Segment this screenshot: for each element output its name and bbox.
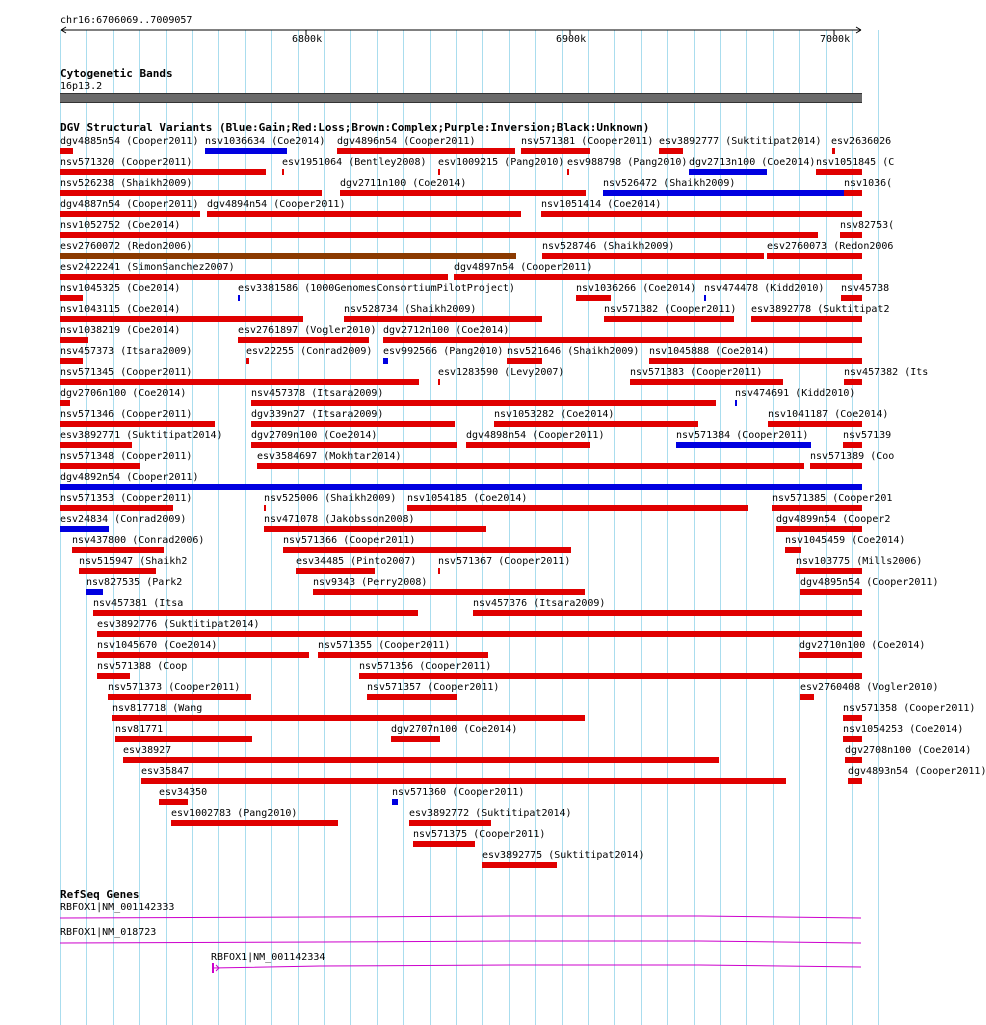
sv-feature-bar[interactable] (843, 442, 862, 448)
sv-feature-bar[interactable] (840, 232, 862, 238)
sv-feature-label: nsv1054253 (Coe2014) (843, 724, 964, 735)
sv-feature-label: esv2760073 (Redon2006 (767, 241, 894, 252)
sv-feature-bar[interactable] (60, 337, 88, 343)
sv-feature-bar[interactable] (689, 169, 767, 175)
sv-feature-bar[interactable] (507, 358, 542, 364)
sv-feature-label: dgv2708n100 (Coe2014) (845, 745, 972, 756)
sv-feature-label: nsv571355 (Cooper2011) (318, 640, 451, 651)
sv-feature-label: nsv528746 (Shaikh2009) (542, 241, 675, 252)
sv-feature-bar[interactable] (767, 253, 862, 259)
sv-feature-bar[interactable] (60, 526, 109, 532)
sv-feature-bar[interactable] (659, 148, 683, 154)
sv-feature-label: dgv2706n100 (Coe2014) (60, 388, 187, 399)
sv-feature-bar[interactable] (207, 211, 521, 217)
sv-feature-bar[interactable] (843, 736, 862, 742)
sv-feature-label: nsv571382 (Cooper2011) (604, 304, 737, 315)
sv-feature-bar[interactable] (383, 358, 388, 364)
sv-feature-bar[interactable] (60, 316, 303, 322)
ruler-locus: chr16:6706069..7009057 (60, 15, 193, 26)
sv-feature-bar[interactable] (800, 589, 862, 595)
sv-feature-bar[interactable] (257, 463, 804, 469)
sv-feature-bar[interactable] (845, 757, 862, 763)
sv-feature-label: nsv1036634 (Coe2014) (205, 136, 326, 147)
sv-feature-label: nsv571353 (Cooper2011) (60, 493, 193, 504)
sv-feature-bar[interactable] (735, 400, 737, 406)
sv-feature-label: nsv571373 (Cooper2011) (108, 682, 241, 693)
sv-feature-bar[interactable] (60, 148, 73, 154)
sv-feature-bar[interactable] (238, 337, 369, 343)
ruler-tick-7000k: 7000k (820, 34, 851, 45)
sv-feature-label: esv34485 (Pinto2007) (296, 556, 417, 567)
sv-feature-bar[interactable] (604, 316, 734, 322)
sv-feature-label: nsv571388 (Coop (97, 661, 188, 672)
sv-feature-bar[interactable] (60, 253, 516, 259)
sv-feature-bar[interactable] (337, 148, 515, 154)
sv-feature-bar[interactable] (541, 211, 862, 217)
sv-feature-label: nsv571348 (Cooper2011) (60, 451, 193, 462)
sv-feature-bar[interactable] (205, 148, 287, 154)
sv-feature-label: nsv571366 (Cooper2011) (283, 535, 416, 546)
sv-feature-bar[interactable] (482, 862, 557, 868)
sv-feature-label: esv2760408 (Vogler2010) (800, 682, 939, 693)
sv-feature-bar[interactable] (438, 169, 440, 175)
sv-feature-bar[interactable] (264, 526, 486, 532)
sv-feature-bar[interactable] (238, 295, 240, 301)
sv-feature-bar[interactable] (800, 694, 814, 700)
sv-feature-bar[interactable] (282, 169, 284, 175)
sv-feature-bar[interactable] (799, 652, 862, 658)
sv-feature-bar[interactable] (318, 652, 488, 658)
sv-feature-label: nsv1043115 (Coe2014) (60, 304, 181, 315)
sv-feature-label: nsv571357 (Cooper2011) (367, 682, 500, 693)
sv-feature-label: esv2761897 (Vogler2010) (238, 325, 377, 336)
sv-feature-label: nsv571383 (Cooper2011) (630, 367, 763, 378)
sv-feature-bar[interactable] (141, 778, 786, 784)
sv-feature-bar[interactable] (785, 547, 801, 553)
dgv-track-title[interactable]: DGV Structural Variants (Blue:Gain;Red:Loss;Brown:Complex;Purple:Inversion;Black:Unknown) (60, 121, 650, 134)
sv-feature-label: nsv103775 (Mills2006) (796, 556, 923, 567)
sv-feature-label: esv34350 (159, 787, 208, 798)
sv-feature-bar[interactable] (438, 379, 440, 385)
sv-feature-label: nsv474478 (Kidd2010) (704, 283, 825, 294)
sv-feature-bar[interactable] (844, 190, 862, 196)
sv-feature-label: dgv4885n54 (Cooper2011) (60, 136, 199, 147)
sv-feature-bar[interactable] (816, 169, 862, 175)
sv-feature-bar[interactable] (542, 253, 764, 259)
sv-feature-label: nsv82753( (840, 220, 895, 231)
sv-feature-label: esv24834 (Conrad2009) (60, 514, 187, 525)
sv-feature-label: dgv4893n54 (Cooper2011) (848, 766, 986, 777)
sv-feature-bar[interactable] (344, 316, 542, 322)
sv-feature-label: nsv571384 (Cooper2011) (676, 430, 809, 441)
sv-feature-label: nsv525006 (Shaikh2009) (264, 493, 397, 504)
sv-feature-label: nsv521646 (Shaikh2009) (507, 346, 640, 357)
sv-feature-bar[interactable] (123, 757, 719, 763)
ruler-axis[interactable] (0, 26, 890, 42)
sv-feature-label: nsv827535 (Park2 (86, 577, 183, 588)
sv-feature-label: nsv571346 (Cooper2011) (60, 409, 193, 420)
sv-feature-bar[interactable] (60, 379, 419, 385)
sv-feature-label: nsv45738 (841, 283, 890, 294)
sv-feature-bar[interactable] (60, 295, 83, 301)
sv-feature-label: nsv1053282 (Coe2014) (494, 409, 615, 420)
sv-feature-bar[interactable] (409, 820, 491, 826)
sv-feature-bar[interactable] (359, 673, 862, 679)
sv-feature-label: esv35847 (141, 766, 190, 777)
sv-feature-label: dgv4898n54 (Cooper2011) (466, 430, 605, 441)
sv-feature-label: nsv437800 (Conrad2006) (72, 535, 205, 546)
sv-feature-bar[interactable] (251, 421, 455, 427)
sv-feature-bar[interactable] (841, 295, 862, 301)
sv-feature-label: esv1283590 (Levy2007) (438, 367, 565, 378)
sv-feature-label: dgv2707n100 (Coe2014) (391, 724, 518, 735)
gene-label: RBFOX1|NM_001142333 (60, 902, 175, 913)
sv-feature-label: nsv471078 (Jakobsson2008) (264, 514, 415, 525)
sv-feature-label: nsv1045670 (Coe2014) (97, 640, 218, 651)
sv-feature-bar[interactable] (264, 505, 266, 511)
sv-feature-label: nsv81771 (115, 724, 164, 735)
sv-feature-bar[interactable] (844, 379, 862, 385)
sv-feature-label: dgv4899n54 (Cooper2 (776, 514, 891, 525)
sv-feature-bar[interactable] (60, 358, 83, 364)
sv-feature-label: esv2760072 (Redon2006) (60, 241, 193, 252)
sv-feature-bar[interactable] (649, 358, 862, 364)
sv-feature-label: nsv457376 (Itsara2009) (473, 598, 606, 609)
sv-feature-label: nsv1036266 (Coe2014) (576, 283, 697, 294)
sv-feature-bar[interactable] (60, 421, 215, 427)
sv-feature-label: dgv4894n54 (Cooper2011) (207, 199, 346, 210)
sv-feature-label: nsv571389 (Coo (810, 451, 895, 462)
sv-feature-label: esv3892776 (Suktitipat2014) (97, 619, 260, 630)
sv-feature-label: esv1002783 (Pang2010) (171, 808, 298, 819)
sv-feature-label: nsv1045888 (Coe2014) (649, 346, 770, 357)
sv-feature-bar[interactable] (60, 232, 818, 238)
sv-feature-bar[interactable] (776, 526, 862, 532)
sv-feature-label: dgv4887n54 (Cooper2011) (60, 199, 199, 210)
sv-feature-label: esv22255 (Conrad2009) (246, 346, 373, 357)
sv-feature-label: nsv9343 (Perry2008) (313, 577, 428, 588)
sv-feature-bar[interactable] (251, 442, 457, 448)
sv-feature-label: nsv571358 (Cooper2011) (843, 703, 976, 714)
gene-model[interactable] (212, 963, 861, 973)
sv-feature-label: nsv1051845 (C (816, 157, 895, 168)
sv-feature-bar[interactable] (97, 673, 130, 679)
sv-feature-bar[interactable] (60, 463, 140, 469)
sv-feature-bar[interactable] (567, 169, 569, 175)
sv-feature-bar[interactable] (810, 463, 862, 469)
gene-model[interactable] (60, 941, 861, 943)
sv-feature-bar[interactable] (171, 820, 338, 826)
sv-feature-label: esv3892775 (Suktitipat2014) (482, 850, 645, 861)
sv-feature-bar[interactable] (60, 169, 266, 175)
sv-feature-bar[interactable] (97, 631, 862, 637)
sv-feature-label: nsv1051414 (Coe2014) (541, 199, 662, 210)
sv-feature-bar[interactable] (751, 316, 862, 322)
sv-feature-bar[interactable] (454, 274, 862, 280)
sv-feature-bar[interactable] (473, 610, 862, 616)
sv-feature-label: nsv571381 (Cooper2011) (521, 136, 654, 147)
sv-feature-label: esv992566 (Pang2010) (383, 346, 504, 357)
sv-feature-label: nsv1036( (844, 178, 893, 189)
sv-feature-label: nsv571360 (Cooper2011) (392, 787, 525, 798)
sv-feature-label: nsv1054185 (Coe2014) (407, 493, 528, 504)
sv-feature-bar[interactable] (832, 148, 835, 154)
sv-feature-label: nsv571320 (Cooper2011) (60, 157, 193, 168)
sv-feature-bar[interactable] (772, 505, 862, 511)
sv-feature-bar[interactable] (296, 568, 375, 574)
sv-feature-bar[interactable] (60, 442, 132, 448)
sv-feature-bar[interactable] (843, 715, 862, 721)
cytoband-bar[interactable] (60, 93, 862, 103)
sv-feature-bar[interactable] (93, 610, 418, 616)
sv-feature-label: nsv1041187 (Coe2014) (768, 409, 889, 420)
sv-feature-label: nsv571375 (Cooper2011) (413, 829, 546, 840)
sv-feature-label: esv1009215 (Pang2010) (438, 157, 565, 168)
sv-feature-label: esv3892772 (Suktitipat2014) (409, 808, 572, 819)
sv-feature-bar[interactable] (392, 799, 398, 805)
sv-feature-label: nsv571367 (Cooper2011) (438, 556, 571, 567)
sv-feature-bar[interactable] (630, 379, 783, 385)
sv-feature-bar[interactable] (246, 358, 249, 364)
sv-feature-bar[interactable] (407, 505, 748, 511)
sv-feature-bar[interactable] (413, 841, 475, 847)
sv-feature-bar[interactable] (108, 694, 251, 700)
sv-feature-bar[interactable] (112, 715, 585, 721)
sv-feature-bar[interactable] (438, 568, 440, 574)
sv-feature-bar[interactable] (340, 190, 586, 196)
sv-feature-label: dgv2713n100 (Coe2014) (689, 157, 816, 168)
sv-feature-bar[interactable] (391, 736, 440, 742)
sv-feature-label: dgv4897n54 (Cooper2011) (454, 262, 593, 273)
sv-feature-label: nsv528734 (Shaikh2009) (344, 304, 477, 315)
sv-feature-label: esv3584697 (Mokhtar2014) (257, 451, 402, 462)
sv-feature-label: dgv2712n100 (Coe2014) (383, 325, 510, 336)
sv-feature-bar[interactable] (603, 190, 844, 196)
sv-feature-label: esv988798 (Pang2010) (567, 157, 688, 168)
sv-feature-label: dgv4896n54 (Cooper2011) (337, 136, 476, 147)
sv-feature-bar[interactable] (768, 421, 862, 427)
sv-feature-label: esv2422241 (SimonSanchez2007) (60, 262, 235, 273)
sv-feature-bar[interactable] (521, 148, 590, 154)
sv-feature-label: nsv515947 (Shaikh2 (79, 556, 188, 567)
sv-feature-label: esv3892771 (Suktitipat2014) (60, 430, 223, 441)
sv-feature-label: dgv4892n54 (Cooper2011) (60, 472, 199, 483)
sv-feature-label: esv3892777 (Suktitipat2014) (659, 136, 822, 147)
cytoband-label: 16p13.2 (60, 81, 103, 92)
sv-feature-bar[interactable] (60, 211, 200, 217)
sv-feature-bar[interactable] (466, 442, 590, 448)
gene-model[interactable] (60, 916, 861, 918)
sv-feature-label: dgv2711n100 (Coe2014) (340, 178, 467, 189)
sv-feature-bar[interactable] (115, 736, 252, 742)
sv-feature-label: nsv1052752 (Coe2014) (60, 220, 181, 231)
sv-feature-label: nsv526472 (Shaikh2009) (603, 178, 736, 189)
sv-feature-label: esv3381586 (1000GenomesConsortiumPilotProject) (238, 283, 515, 294)
sv-feature-bar[interactable] (60, 484, 862, 490)
sv-feature-label: nsv457382 (Its (844, 367, 929, 378)
sv-feature-bar[interactable] (159, 799, 188, 805)
sv-feature-bar[interactable] (60, 505, 173, 511)
sv-feature-label: nsv526238 (Shaikh2009) (60, 178, 193, 189)
sv-feature-bar[interactable] (251, 400, 716, 406)
sv-feature-bar[interactable] (79, 568, 156, 574)
sv-feature-label: nsv571385 (Cooper201 (772, 493, 893, 504)
sv-feature-bar[interactable] (576, 295, 611, 301)
sv-feature-bar[interactable] (86, 589, 103, 595)
sv-feature-bar[interactable] (60, 400, 70, 406)
sv-feature-label: esv1951064 (Bentley2008) (282, 157, 427, 168)
sv-feature-label: nsv457381 (Itsa (93, 598, 184, 609)
sv-feature-label: dgv4895n54 (Cooper2011) (800, 577, 939, 588)
sv-feature-label: nsv817718 (Wang (112, 703, 203, 714)
sv-feature-label: nsv457378 (Itsara2009) (251, 388, 384, 399)
sv-feature-bar[interactable] (676, 442, 811, 448)
sv-feature-label: esv2636026 (831, 136, 892, 147)
sv-feature-bar[interactable] (283, 547, 571, 553)
sv-feature-label: nsv1038219 (Coe2014) (60, 325, 181, 336)
sv-feature-label: dgv339n27 (Itsara2009) (251, 409, 384, 420)
sv-feature-label: esv3892778 (Suktitipat2 (751, 304, 890, 315)
sv-feature-bar[interactable] (313, 589, 585, 595)
sv-feature-label: nsv571356 (Cooper2011) (359, 661, 492, 672)
gene-label: RBFOX1|NM_018723 (60, 927, 157, 938)
ruler-tick-6800k: 6800k (292, 34, 323, 45)
sv-feature-bar[interactable] (72, 547, 164, 553)
sv-feature-bar[interactable] (796, 568, 862, 574)
ruler-tick-6900k: 6900k (556, 34, 587, 45)
sv-feature-label: esv38927 (123, 745, 172, 756)
sv-feature-bar[interactable] (60, 274, 448, 280)
sv-feature-label: nsv57139 (843, 430, 892, 441)
sv-feature-label: nsv1045325 (Coe2014) (60, 283, 181, 294)
sv-feature-bar[interactable] (367, 694, 457, 700)
refseq-track-title[interactable]: RefSeq Genes (60, 888, 140, 901)
sv-feature-bar[interactable] (97, 652, 309, 658)
sv-feature-bar[interactable] (848, 778, 862, 784)
sv-feature-label: dgv2709n100 (Coe2014) (251, 430, 378, 441)
gene-label: RBFOX1|NM_001142334 (211, 952, 326, 963)
sv-feature-label: dgv2710n100 (Coe2014) (799, 640, 926, 651)
sv-feature-label: nsv474691 (Kidd2010) (735, 388, 856, 399)
sv-feature-label: nsv1045459 (Coe2014) (785, 535, 906, 546)
refseq-gene-models (0, 900, 890, 980)
sv-feature-bar[interactable] (494, 421, 698, 427)
sv-feature-bar[interactable] (383, 337, 862, 343)
cytoband-track-title[interactable]: Cytogenetic Bands (60, 67, 173, 80)
sv-feature-label: nsv457373 (Itsara2009) (60, 346, 193, 357)
sv-feature-bar[interactable] (60, 190, 322, 196)
sv-feature-bar[interactable] (704, 295, 706, 301)
sv-feature-label: nsv571345 (Cooper2011) (60, 367, 193, 378)
